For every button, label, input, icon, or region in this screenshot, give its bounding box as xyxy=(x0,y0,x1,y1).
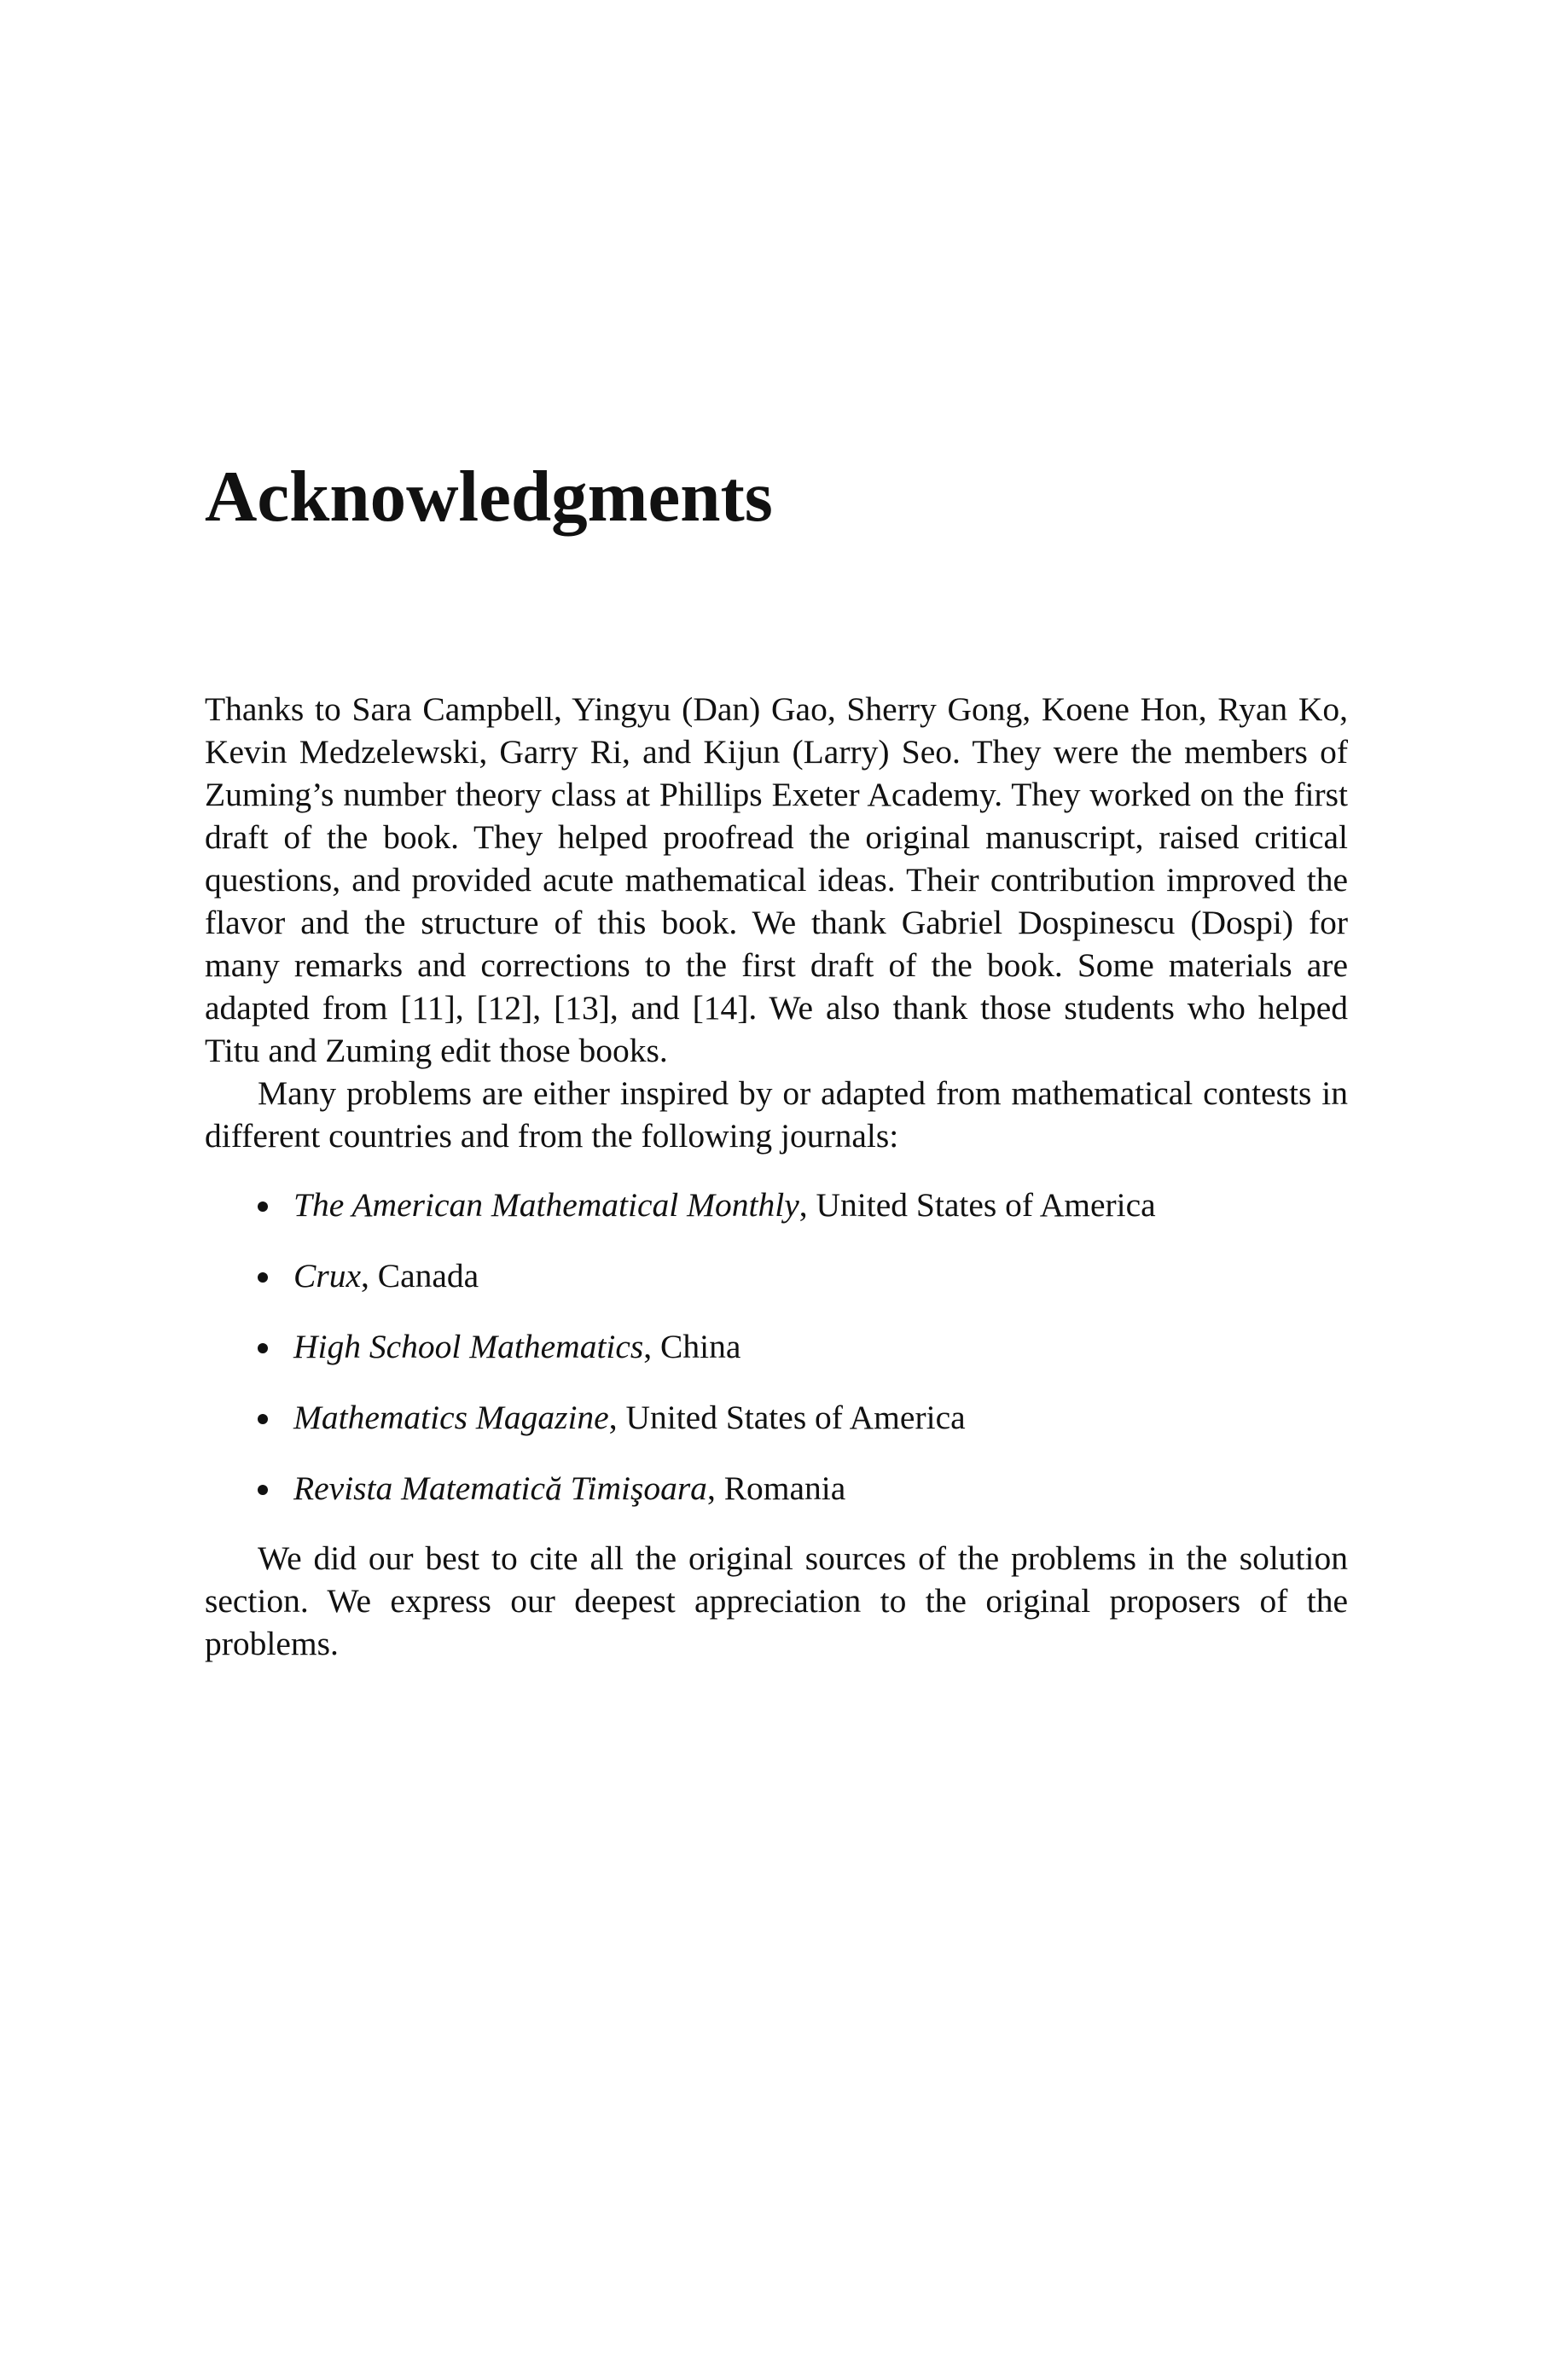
journal-name: Revista Matematică Timişoara xyxy=(293,1469,707,1507)
journal-name: Crux xyxy=(293,1257,361,1295)
paragraph-closing: We did our best to cite all the original sources of the problems in the solution section. We express our deepest appreciation to the original proposers of the problems. xyxy=(205,1539,1348,1662)
page-title: Acknowledgments xyxy=(205,457,773,537)
list-item xyxy=(205,1325,1348,1368)
bullet-icon xyxy=(258,1343,268,1353)
bullet-icon xyxy=(258,1414,268,1424)
body-text xyxy=(205,688,1348,1665)
journal-name: The American Mathematical Monthly xyxy=(293,1186,799,1224)
list-item xyxy=(205,1184,1348,1226)
journal-country: , Canada xyxy=(361,1257,479,1295)
paragraph-thanks: Thanks to Sara Campbell, Yingyu (Dan) Gao, Sherry Gong, Koene Hon, Ryan Ko, Kevin Medzelewski, Garry Ri, and Kijun (Larry) Seo. They were the members of Zuming’s number theory class at Phillips Exeter Academy. They worked on the first draft of the book. They helped proofread the original manuscript, raised critical questions, and provided acute mathematical ideas. Their contribution improved the flavor and the structure of this book. We thank Gabriel Dospinescu (Dospi) for many remarks and corrections to the first draft of the book. Some materials are adapted from [11], [12], [13], and [14]. We also thank those students who helped Titu and Zuming edit those books. xyxy=(205,690,1348,1069)
bullet-icon xyxy=(258,1201,268,1212)
list-item xyxy=(205,1467,1348,1510)
bullet-icon xyxy=(258,1272,268,1283)
bullet-icon xyxy=(258,1485,268,1495)
journal-name: High School Mathematics xyxy=(293,1328,644,1365)
paragraph-sources-intro: Many problems are either inspired by or adapted from mathematical contests in different countries and from the following journals: xyxy=(205,1074,1348,1155)
journal-list xyxy=(205,1184,1348,1510)
journal-name: Mathematics Magazine xyxy=(293,1399,609,1436)
journal-country: , United States of America xyxy=(608,1399,966,1436)
list-item xyxy=(205,1396,1348,1439)
journal-country: , China xyxy=(643,1328,741,1365)
journal-country: , United States of America xyxy=(799,1186,1156,1224)
list-item xyxy=(205,1254,1348,1297)
journal-country: , Romania xyxy=(706,1469,846,1507)
